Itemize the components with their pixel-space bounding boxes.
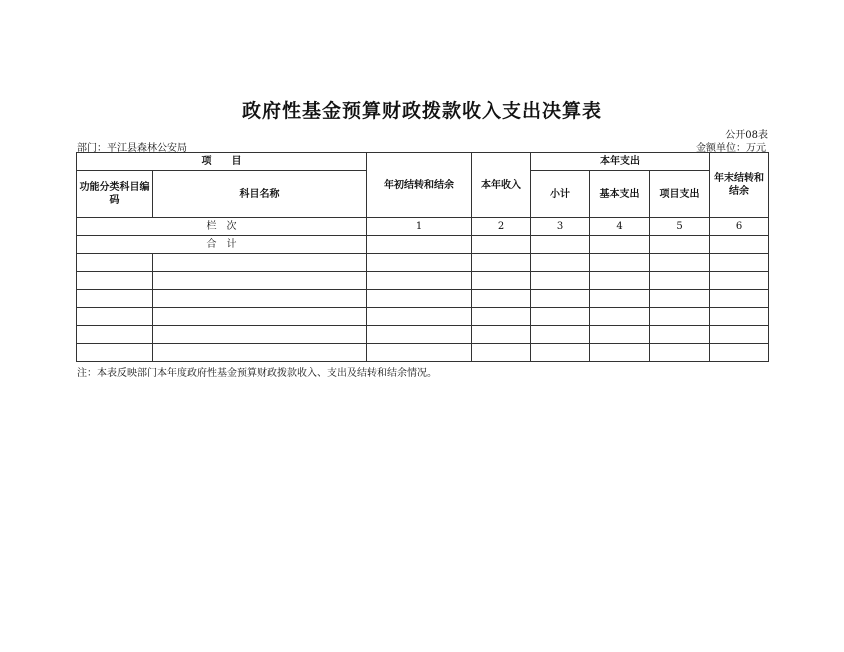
table-cell [472,272,531,290]
form-code: 公开08表 [725,130,768,141]
table-cell [650,308,710,326]
table-cell [472,308,531,326]
table-row [77,254,769,272]
header-code: 功能分类科目编码 [77,171,153,218]
table-cell [77,308,153,326]
table-cell [590,326,650,344]
table-cell [590,344,650,362]
table-cell [650,272,710,290]
table-cell [650,326,710,344]
table-cell [472,326,531,344]
table-cell [590,290,650,308]
table-cell [77,344,153,362]
table-cell [531,290,590,308]
table-cell [472,254,531,272]
table-cell [710,254,769,272]
table-cell [531,236,590,254]
table-cell [531,326,590,344]
header-project: 项目支出 [650,171,710,218]
table-cell [153,344,367,362]
table-cell [77,290,153,308]
table-cell [531,344,590,362]
table-cell [367,344,472,362]
table-row [77,272,769,290]
table-note: 注：本表反映部门本年度政府性基金预算财政拨款收入、支出及结转和结余情况。 [77,368,437,379]
table-cell [472,236,531,254]
table-cell [77,326,153,344]
table-row [77,326,769,344]
table-cell [367,272,472,290]
table-cell [367,236,472,254]
table-row [77,344,769,362]
total-row [77,236,769,254]
page-title: 政府性基金预算财政拨款收入支出决算表 [241,100,602,122]
table-cell [367,308,472,326]
header-income: 本年收入 [472,153,531,218]
header-item: 项 目 [77,153,367,171]
table-cell [77,254,153,272]
column-number-cell: 6 [710,218,769,236]
table-cell [531,308,590,326]
header-subtotal: 小计 [531,171,590,218]
table-cell [710,272,769,290]
header-basic: 基本支出 [590,171,650,218]
column-number-cell: 2 [472,218,531,236]
table-row [77,308,769,326]
header-name: 科目名称 [153,171,367,218]
table-cell [153,308,367,326]
amount-unit-label: 金额单位：万元 [696,143,766,154]
table-cell [153,254,367,272]
column-number-cell: 3 [531,218,590,236]
table-cell [153,326,367,344]
table-cell [710,236,769,254]
column-number-cell: 4 [590,218,650,236]
table-cell [710,308,769,326]
table-cell [153,272,367,290]
column-number-label: 栏 次 [77,218,367,236]
table-cell [590,236,650,254]
table-cell [590,272,650,290]
total-label: 合 计 [77,236,367,254]
header-opening-balance: 年初结转和结余 [367,153,472,218]
table-cell [650,344,710,362]
table-cell [650,254,710,272]
table-cell [710,344,769,362]
table-cell [153,290,367,308]
table-cell [650,290,710,308]
column-number-cell: 1 [367,218,472,236]
column-number-row [77,218,769,236]
column-number-cell: 5 [650,218,710,236]
table-cell [367,326,472,344]
table-cell [77,272,153,290]
table-cell [710,326,769,344]
table-cell [531,254,590,272]
table-cell [590,308,650,326]
table-cell [710,290,769,308]
table-row [77,290,769,308]
budget-table [76,152,769,362]
table-cell [531,272,590,290]
table-cell [472,290,531,308]
table-cell [472,344,531,362]
table-cell [367,290,472,308]
table-cell [367,254,472,272]
table-cell [590,254,650,272]
department-label: 部门：平江县森林公安局 [77,143,187,154]
table-cell [650,236,710,254]
header-closing-balance: 年末结转和结余 [710,153,769,218]
header-expenditure: 本年支出 [531,153,710,171]
